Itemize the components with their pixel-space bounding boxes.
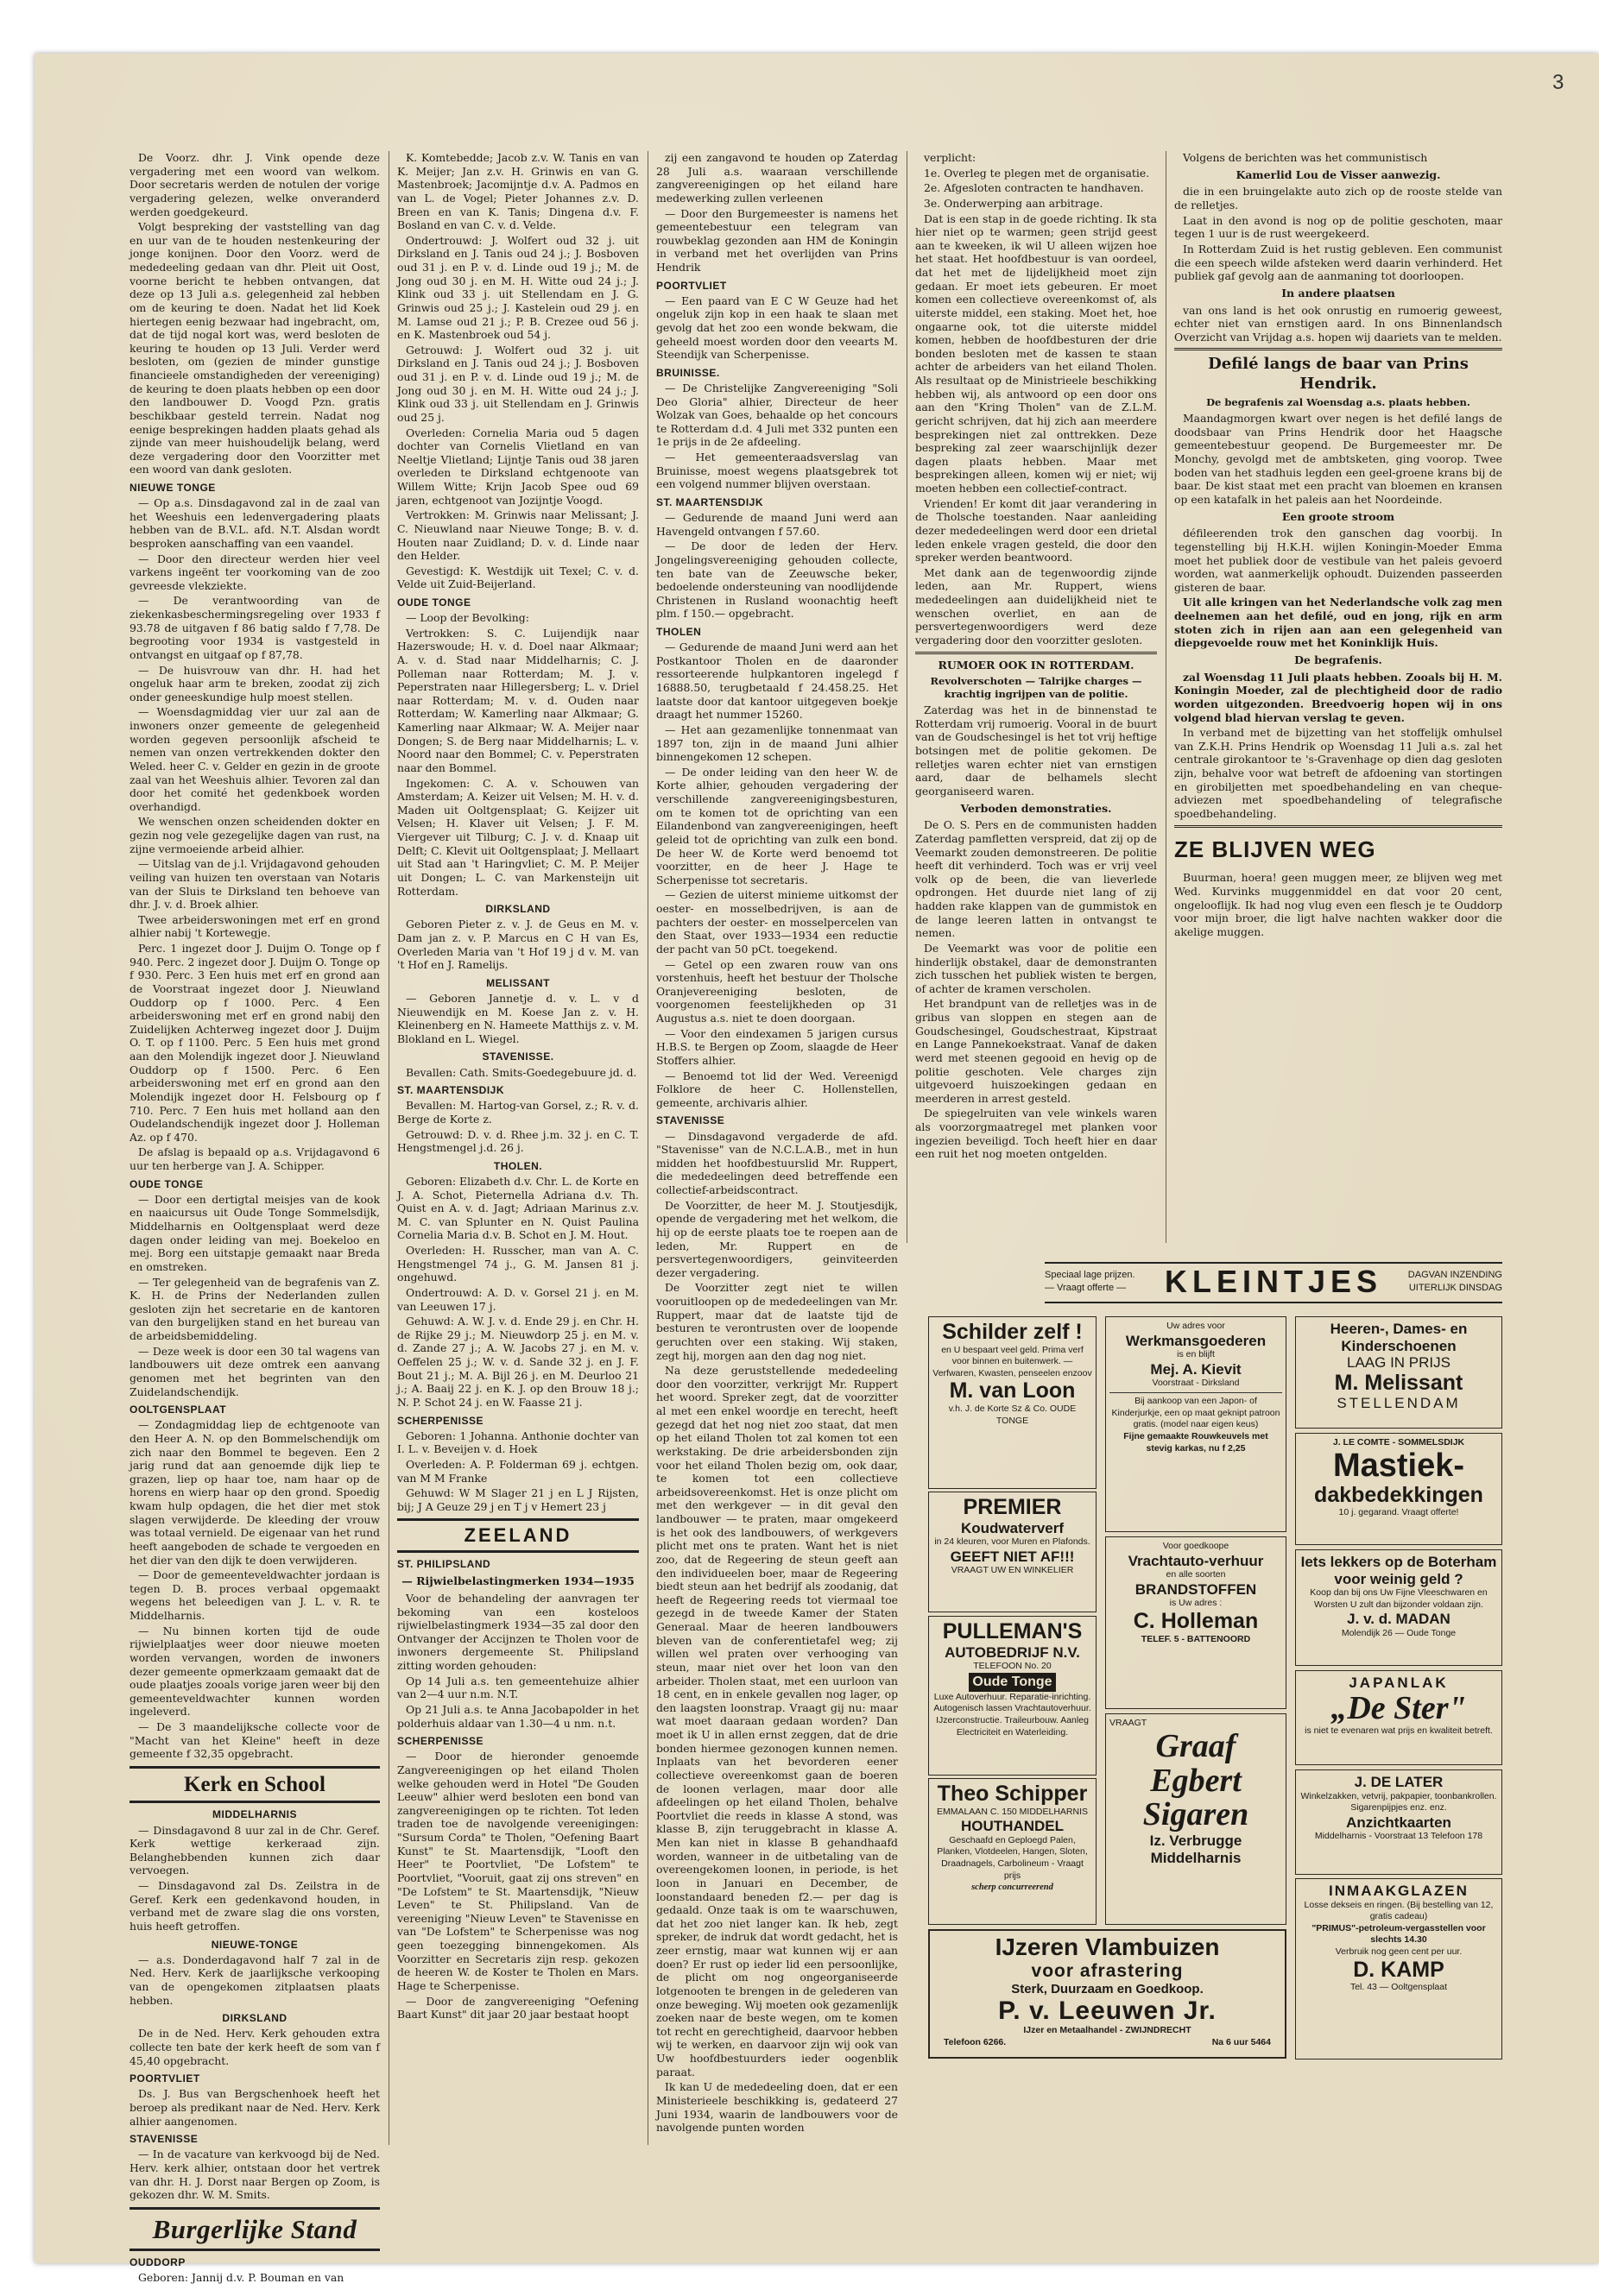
article-paragraph: — Dinsdagavond 8 uur zal in de Chr. Geref. Kerk wettige kerkeraad zijn. Belanghebbenden kunnen zich daar vervoegen. (130, 1823, 380, 1877)
article-paragraph: De Voorzitter, de heer M. J. Stoutjesdijk, opende de vergadering met het welkom, die hij op de eerste plaats toe te roepen aan de leden, Mr. Ruppert en de persvertegenwoordigers, geinviteerden dezer vergadering. (656, 1198, 898, 1279)
ad-title: Iets lekkers op de Boterham voor weinig geld ? (1300, 1554, 1497, 1587)
article-paragraph: De O. S. Pers en de communisten hadden Zaterdag pamfletten verspreid, dat zij op de Veemarkt zouden demonstreeren. De politie heeft dit verhinderd. Toch was er vrij veel volk op de been, die van lieverlede opdrongen. Het duurde niet lang of zij hadden rake klappen van de gummistok en de lange leeren latten in ontvangst te nemen. (915, 818, 1157, 940)
ad-title: Heeren-, Dames- en (1330, 1321, 1468, 1337)
ad-text: is Uw adres : (1169, 1598, 1223, 1609)
article-paragraph: — Nu binnen korten tijd de oude rijwielplaatjes weer door nieuwe moeten worden vervangen, worden de inwoners dezer gemeente opmerkzaam gemaakt dat de oude plaatjes zooals vorige jaren weer bij den gemeenteveldwachter kunnen worden ingeleverd. (130, 1624, 380, 1719)
classifieds-header (1045, 1262, 1502, 1303)
ad-location-label: Oude Tonge (969, 1673, 1055, 1692)
column-2 (389, 151, 639, 2145)
article-paragraph: Perc. 1 ingezet door J. Duijm O. Tonge op f 940. Perc. 2 ingezet door J. Duijm O. Tonge op f 930. Perc. 3 Een huis met erf en grond aan de Voorstraat ingezet door J. Nieuwland Ouddorp op f 1000. Perc. 4 Een arbeiderswoning met erf en grond nabij den Zuidelijken Achterweg ingezet door J. Duijm O. T. op f 1100. Perc. 5 Een huis met grond aan den Molendijk ingezet door J. Nieuwland Ouddorp op f 1500. Perc. 6 Een arbeiderswoning met erf en grond aan den Molendijk ingezet door H. Felsbourg op f 710. Perc. 7 Een huis met holland aan den Oudelandschendijk ingezet door J. Holleman Az. op f 470. (130, 942, 380, 1144)
ad-text: Voor goedkoope (1162, 1541, 1229, 1551)
article-paragraph: — Loop der Bevolking: (406, 611, 529, 625)
article-paragraph: Getrouwd: J. Wolfert oud 32 j. uit Dirksland en J. Tanis oud 24 j.; J. Bosboven oud 31 j. en P. v. d. Linde oud 19 j.; M. de Jong oud 30 j. en M. H. Witte oud 24 j.; J. Klink oud 33 j. uit Stellendam en J. Grinwis oud 25 j. (397, 343, 639, 424)
article-paragraph: — Door de zangvereeniging "Oefening Baart Kunst" dit jaar 20 jaar bestaat hoopt (397, 1994, 639, 2022)
ad-melissant-schoenen (1295, 1316, 1502, 1429)
ad-title: PULLEMAN'S (942, 1619, 1083, 1643)
article-paragraph: Met dank aan de tegenwoordig zijnde leden, aan Mr. Ruppert, wiens mededeelingen aan duidelijkheid niet te wenschen overliet, en aan de persvertegenwoordigers werd deze vergadering door den voorzitter gesloten. (915, 565, 1157, 647)
article-paragraph: — Geboren Jannetje d. v. L. v d Nieuwendijk en M. Koese Jan z. v. H. Kleinenberg en N. Hameete Matthijs z. v. M. Blokland en L. Wiegel. (397, 991, 639, 1045)
ad-brand: „De Ster" (1330, 1689, 1467, 1726)
ad-title: Theo Schipper (937, 1782, 1088, 1806)
ad-text: Fijne gemaakte Rouwkeuvels met stevig karkas, nu f 2,25 (1123, 1430, 1268, 1454)
section-heading: STAVENISSE. (482, 1050, 554, 1063)
ad-phone-evening: Na 6 uur 5464 (1211, 2036, 1271, 2047)
article-paragraph: van ons land is het ook onrustig en rumoerig geweest, echter niet van ernstigen aard. In ons Binnenlandsch Overzicht van Vrijdag a.s. hopen wij daariets van te melden. (1174, 303, 1502, 344)
ad-premier-verf (928, 1492, 1097, 1612)
ad-text: Luxe Autoverhuur. Reparatie-inrichting. Autogenisch lassen Vrachtautoverhuur. IJzerconstructie. Traileurbouw. Aanleg Electriciteit en Waterleiding. (933, 1691, 1091, 1738)
article-paragraph: Voor de behandeling der aanvragen ter bekoming van een kosteloos rijwielbelastingmerk 1934—35 zal door den Ontvanger der Accijnzen te Tholen voor de inwoners dergemeente St. Philipsland zitting worden gehouden: (397, 1591, 639, 1673)
ad-address: IJzer en Metaalhandel - ZWIJNDRECHT (1023, 2025, 1191, 2036)
article-subheadline: De begrafenis zal Woensdag a.s. plaats hebben. (1206, 395, 1470, 408)
section-heading: OOLTGENSPLAAT (130, 1403, 227, 1416)
article-subheading: In andere plaatsen (1281, 286, 1395, 300)
ad-kievit-werkmansgoederen (1105, 1316, 1286, 1532)
article-paragraph: — Door de gemeenteveldwachter jordaan is tegen D. B. proces verbaal opgemaakt wegens het beleedigen van J. L. v. R. te Middelharnis. (130, 1568, 380, 1623)
article-paragraph: De Veemarkt was voor de politie een hinderlijk obstakel, daar de demonstranten zich tusschen het publiek wisten te bergen, of achter de kramen verscholen. (915, 941, 1157, 995)
ad-text: Koop dan bij ons Uw Fijne Vleeschwaren en Worsten U zult dan bijzonder voldaan zijn. (1310, 1587, 1488, 1610)
article-paragraph: De Voorzitter zegt niet te willen vooruitloopen op de mededeelingen van Mr. Ruppert, maar dat de laatste tijd de besturen te verontrusten over de loopende geruchten over een staking. Wij staken, zegt hij, morgen aan den dag nog niet. (656, 1281, 898, 1362)
section-divider (1174, 348, 1502, 350)
article-paragraph: Gehuwd: W M Slager 21 j en L J Rijsten, bij; J A Geuze 29 j en T j v Hemert 23 j (397, 1486, 639, 1513)
article-paragraph: — Door de hieronder genoemde Zangvereenigingen op het eiland Tholen welke gehouden werd in Hotel "De Gouden Leeuw" alhier werd besloten een bond van zangvereenigingen op te richten. Tot leden traden toe de navolgende vereenigingen: "Sursum Corda" te Tholen, "Oefening Baart Kunst" te St. Maartensdijk, "Looft den Heer" te Poortvliet, "De Lofstem" te Poortvliet, "Vooruit, gaat zij ons streven" en "De Lofstem" te St. Maartensdijk, "Nieuw Leven" te St. Philipsland. Van de vereeniging "Nieuw Leven" te Stavenisse en van "De Lofstem" te Scherpenisse was nog geen toezegging binnengekomen. Als Voorzitter en Secretaris zijn resp. gekozen de heeren W. de Koster te Tholen en Mars. Hage te Scherpenisse. (397, 1750, 639, 1992)
classifieds-note-line: Speciaal lage prijzen. (1045, 1270, 1135, 1280)
section-heading: DIRKSLAND (485, 903, 551, 916)
article-paragraph: — Gedurende de maand Juni werd aan Havengeld ontvangen f 57.60. (656, 511, 898, 538)
section-banner-zeeland: ZEELAND (397, 1518, 639, 1553)
article-paragraph: Geboren: Elizabeth d.v. Chr. L. de Korte en J. A. Schot, Pieternella Adriana d.v. Th. Quist en A. v. d. Jagt; Adriaan Marinus z.v. M. C. van Splunter en N. Quist Paulina Cornelia Maria d.v. B. Schot en J. M. Hout. (397, 1174, 639, 1242)
article-paragraph: — Een paard van E C W Geuze had het ongeluk zijn kop in een haak te slaan met gevolg dat het zoo een wonde bekwam, die geheeld moest worden door den veearts M. Steendijk van Scherpenisse. (656, 293, 898, 362)
section-heading: POORTVLIET (656, 279, 727, 292)
article-subheadline: Revolverschoten — Talrijke charges — krachtig ingrijpen van de politie. (930, 675, 1142, 700)
article-paragraph: verplicht: (924, 151, 976, 164)
ad-schilder-zelf (928, 1316, 1097, 1489)
article-paragraph: Uit alle kringen van het Nederlandsche volk zag men deelnemen aan het defilé, oud en jong, rijk en arm stoten zich in rijen aan aan een gelegenheid van diepgevoelde rouw met het Koninklijk Huis. (1174, 596, 1502, 650)
article-paragraph: Zaterdag was het in de binnenstad te Rotterdam vrij rumoerig. Vooral in de buurt van de Goudschesingel is het tot vrij heftige botsingen met de politie gekomen. De relletjes waren echter niet van ernstigen aard, daar de belhamels slecht georganiseerd waren. (915, 703, 1157, 798)
article-paragraph: In Rotterdam Zuid is het rustig gebleven. Een communist die een speech wilde afsteken werd daarin verhinderd. Het publiek gaf gevolg aan de aanmaning tot doorloopen. (1174, 242, 1502, 283)
article-paragraph: — Uitslag van de j.l. Vrijdagavond gehouden veiling van huizen ten overstaan van Notaris van der Sluis te Dirksland ten behoeve van dhr. J. v. d. Broek alhier. (130, 857, 380, 911)
article-paragraph: Gevestigd: K. Westdijk uit Texel; C. v. d. Velde uit Zuid-Beijerland. (397, 564, 639, 591)
article-paragraph: — Dinsdagavond zal Ds. Zeilstra in de Geref. Kerk een gedenkavond houden, in verband met de zware slag die ons vorsten, huis heeft getroffen. (130, 1879, 380, 1933)
article-paragraph: — De 3 maandelijksche collecte voor de "Macht van het Kleine" heeft in deze gemeente f 32,35 opgebracht. (130, 1720, 380, 1761)
ad-text: is niet te evenaren wat prijs en kwaliteit betreft. (1305, 1725, 1493, 1737)
ad-advertiser: J. DE LATER (1354, 1774, 1444, 1790)
section-heading: SCHERPENISSE (397, 1414, 484, 1427)
ad-advertiser: Mej. A. Kievit (1150, 1360, 1242, 1378)
column-5 (1166, 151, 1502, 1243)
ad-title: Mastiek- (1332, 1447, 1465, 1484)
article-paragraph: Overleden: A. P. Folderman 69 j. echtgen. van M M Franke (397, 1457, 639, 1485)
article-paragraph: — Het gemeenteraadsverslag van Bruinisse, moest wegens plaatsgebrek tot een volgend nummer blijven overstaan. (656, 451, 898, 491)
article-paragraph: 2e. Afgesloten contracten te handhaven. (924, 181, 1144, 195)
article-subheading: Een groote stroom (1281, 509, 1395, 523)
article-paragraph: — Gedurende de maand Juni werd aan het Postkantoor Tholen en de daaronder ressorteerende hulpkantoren ingelegd f 16888.50, terugbetaald f 24.458.25. Het laatste door dat kantoor uitgegeven boekje draagt het nummer 15260. (656, 640, 898, 722)
article-subheading: De begrafenis. (1294, 653, 1382, 666)
ad-subtitle: BRANDSTOFFEN (1134, 1580, 1257, 1598)
ad-text: VRAAGT UW EN WINKELIER (951, 1565, 1074, 1576)
section-heading: MIDDELHARNIS (212, 1808, 297, 1821)
article-paragraph: Geboren: 1 Johanna. Anthonie dochter van I. L. v. Beveijen v. d. Hoek (397, 1429, 639, 1456)
classifieds-deadline (1408, 1269, 1502, 1295)
article-subheading: Verboden demonstraties. (960, 801, 1112, 815)
ad-advertiser: D. KAMP (1353, 1957, 1444, 1982)
article-paragraph: — De verantwoording van de ziekenkasbeschermingsregeling over 1933 f 93.78 de uitgaven f 86 batig saldo f 7,78. De begrooting voor 1934 is vastgesteld in ontvangst en uitgaaf op f 87,78. (130, 594, 380, 661)
article-paragraph: — Gezien de uiterst minieme uitkomst der oester- en mosselbedrijven, is aan de pachters der oester- en mosselpercelen van den Staat, over 1933—1934 een reductie der pacht van 50 pCt. toegekend. (656, 888, 898, 956)
article-paragraph: Het brandpunt van de relletjes was in de gribus van sloppen en stegen aan de Goudschesingel, Goudschestraat, Kipstraat en Lange Pannekoekstraat. Vanaf de daken werd met steenen gegooid en hevig op de politie geschoten. Vele charges zijn uitgevoerd huiszoekingen gedaan en meerderen in arrest gesteld. (915, 997, 1157, 1105)
ad-address: TELEF. 5 - BATTENOORD (1141, 1633, 1251, 1644)
ad-mastiek-dakbedekking (1295, 1433, 1502, 1545)
ad-phone: Telefoon 6266. (944, 2036, 1007, 2047)
article-paragraph: — Dinsdagavond vergaderde de afd. "Stavenisse" van de N.C.L.A.B., met in hun midden het hoofdbestuurslid Mr. Ruppert, die mededeelingen deed betreffende een collectief-arbeidscontract. (656, 1129, 898, 1197)
section-divider (915, 652, 1157, 654)
article-paragraph: De spiegelruiten van vele winkels waren als voorzorgmaatregel met planken voor ingezien beveiligd. Toch heeft hier en daar een ruit het nog moeten ontgelden. (915, 1107, 1157, 1161)
ad-address: Middelharnis (1150, 1849, 1242, 1866)
ad-title: Sigaren (1142, 1796, 1249, 1833)
ad-title: Vrachtauto-verhuur (1128, 1552, 1264, 1569)
article-paragraph: — Door den Burgemeester is namens het gemeentebestuur een telegram van rouwbeklag gezonden aan HM de Koningin in verband met het overlijden van Prins Hendrik (656, 206, 898, 274)
article-paragraph: — De onder leiding van den heer W. de Korte alhier, gehouden vergadering der verschillende zangvereenigingsbesturen, om te komen tot de oprichting van een Eilandenbond van zangvereenigingen, heeft geleid tot de oprichting van zulk een bond. De heer W. de Korte werd benoemd tot voorzitter, en de heer J. Hage te Scherpenisse tot secretaris. (656, 765, 898, 886)
ad-madan-vleeschwaren (1295, 1549, 1502, 1666)
article-paragraph: Volgt bespreking der vaststelling van dag en uur van de te houden nestenkeuring der jonge konijnen. Door den Voorz. werd de mededeeling gedaan van dhr. Pleit uit Oost, voorne bericht te hebben ontvangen, dat deze op 13 Juli a.s. gelegenheid zal hebben om de keuring te doen. Nadat het lid Koek hiertegen eenig bezwaar had ingebracht, om, dat de tijd nogal kort was, werd besloten de keuring te houden op 13 Juli. Verder werd besloten, om (gezien de minder gunstige financieele omstandigheden der vereeniging) de keuring te doen plaats hebben op een door den landbouwer D. Voogd Pzn. gratis beschikbaar gesteld terrein. Nadat nog eenige besprekingen hadden plaats gehad als zijnde van meer huishoudelijk belang, werd deze vergadering door den Voorzitter met een woord van dank gesloten. (130, 220, 380, 476)
ad-advertiser: M. Melissant (1334, 1370, 1463, 1395)
article-paragraph: Ondertrouwd: A. D. v. Gorsel 21 j. en M. van Leeuwen 17 j. (397, 1285, 639, 1313)
ad-subtitle: AUTOBEDRIJF N.V. (945, 1643, 1080, 1661)
article-paragraph: — Op a.s. Dinsdagavond zal in de zaal van het Weeshuis een ledenvergadering plaats hebben van de B.V.L. afd. N.T. Alsdan wordt besproken aanschaffing van een vaandel. (130, 496, 380, 550)
article-paragraph: défileerenden trok den ganschen dag voorbij. In tegenstelling bij H.K.H. wijlen Koningin-Moeder Emma moet het publiek door de vestibule van het paleis gevoerd worden, wat aanmerkelijk ophoudt. Duizenden passeerden gisteren de baar. (1174, 527, 1502, 594)
article-paragraph: Laat in den avond is nog op de politie geschoten, maar tegen 1 uur is de rust weergekeerd. (1174, 213, 1502, 241)
ad-title: dakbedekkingen (1314, 1482, 1483, 1507)
article-paragraph: De in de Ned. Herv. Kerk gehouden extra collecte ten bate der kerk heeft de som van f 45,40 opgebracht. (130, 2027, 380, 2067)
ad-title: INMAAKGLAZEN (1329, 1883, 1469, 1899)
article-paragraph: — Ter gelegenheid van de begrafenis van Z. K. H. de Prins der Nederlanden zullen gesloten zijn het secretarie en de kantoren van den burgelijken stand en het bureau van de arbeidsbemiddeling. (130, 1275, 380, 1343)
section-heading: STAVENISSE (130, 2133, 199, 2146)
article-paragraph: — Door den directeur werden hier veel varkens ingeënt ter voorkoming van de zoo gevreesde vlekziekte. (130, 552, 380, 592)
ad-address: Molendijk 26 — Oude Tonge (1341, 1627, 1457, 1638)
article-paragraph: Ondertrouwd: J. Wolfert oud 32 j. uit Dirksland en J. Tanis oud 24 j.; J. Bosboven oud 31 j. en P. v. d. Linde oud 19 j.; M. de Jong oud 30 j. en M. H. Witte oud 24 j.; J. Klink oud 33 j. uit Stellendam en J. G. Grinwis oud 25 j.; J. Kastelein oud 29 j. en M. Lamse oud 21 j.; P. B. Crezee oud 56 j. en K. Mastenbroek oud 54 j. (397, 233, 639, 342)
article-paragraph: — De door de leden der Herv. Jongelingsvereeniging gehouden collecte, ten bate van de Zeeuwsche beker, bedoelende ondersteuning van noodlijdende Christenen in Rusland woonachtig heeft plm. f 150.— opgebracht. (656, 539, 898, 621)
article-paragraph: zal Woensdag 11 Juli plaats hebben. Zooals bij H. M. Koningin Moeder, zal de plechtigheid door de radio worden uitgezonden. Breedvoerig hopen wij in ons volgend blad hiervan verslag te geven. (1174, 670, 1502, 724)
section-heading: ST. PHILIPSLAND (397, 1558, 491, 1571)
article-paragraph: Overleden: Cornelia Maria oud 5 dagen dochter van Cornelis Vlietland en van Neeltje Vlietland; Lijntje Tanis oud 38 jaren overleden te Dirksland echtgenoote van Willem Witte; Krijn Jacob Spee oud 69 jaren, echtgenoot van Jozijntje Voogd. (397, 426, 639, 507)
ad-title: Werkmansgoederen (1125, 1332, 1267, 1349)
article-paragraph: — Het aan gezamenlijke tonnenmaat van 1897 ton, zijn in de maand Juni alhier binnengekomen 12 schepen. (656, 722, 898, 764)
section-heading: DIRKSLAND (222, 2012, 288, 2025)
ad-title: Graaf (1155, 1727, 1236, 1764)
ad-slogan: Sterk, Duurzaam en Goedkoop. (1011, 1981, 1204, 1996)
ad-slogan: GEEFT NIET AF!!! (950, 1548, 1075, 1565)
article-paragraph: — In de vacature van kerkvoogd bij de Ned. Herv. kerk alhier, ontstaan door het vertrek van dhr. H. J. Dorst naar Bergen op Zoom, is gekozen dhr. W. M. Smits. (130, 2148, 380, 2202)
article-paragraph: We wenschen onzen scheidenden dokter en gezin nog vele gezegelijke dagen van rust, na zijne vermoeiende arbeid alhier. (130, 815, 380, 855)
ad-subtitle: HOUTHANDEL (961, 1818, 1064, 1835)
classifieds-title: KLEINTJES (1164, 1264, 1383, 1299)
article-paragraph: Op 14 Juli a.s. ten gemeentehuize alhier van 2—4 uur n.m. N.T. (397, 1674, 639, 1701)
article-paragraph: Gehuwd: A. W. J. v. d. Ende 29 j. en Chr. H. de Rijke 29 j.; M. Nieuwdorp 25 j. en M. v. d. Zande 27 j.; A. W. Jacobs 27 j. en M. v. Oeffelen 25 j.; W. v. d. Sande 32 j. en J. F. Bout 21 j.; M. A. Bijl 26 j. en M. Deurloo 21 j.; A. Baaij 22 j. en K. J. op den Brouw 18 j.; N. P. Schot 24 j. en W. Faasse 21 j. (397, 1315, 639, 1409)
classifieds-note-line: — Vraagt offerte — (1045, 1282, 1127, 1293)
section-heading: THOLEN. (493, 1159, 543, 1172)
ad-pullemans-autobedrijf (928, 1616, 1097, 1776)
ad-address: Voorstraat - Dirksland (1152, 1378, 1240, 1389)
article-paragraph: die in een bruingelakte auto zich op de rooste stelde van de relletjes. (1174, 185, 1502, 211)
ad-subtitle: voor afrastering (1031, 1960, 1184, 1981)
article-paragraph: — Getel op een zwaren rouw van ons vorstenhuis, heeft het bestuur der Tholsche Oranjevereeniging besloten, de voorgenomen feestelijkheden op 31 Augustus a.s. niet te doen doorgaan. (656, 957, 898, 1025)
article-paragraph: In verband met de bijzetting van het stoffelijk omhulsel van Z.K.H. Prins Hendrik op Woensdag 11 Juli a.s. zal het centrale girokantoor te 's-Gravenhage op dien dag gesloten zijn, behalve voor wat betreft de afdoening van stortingen en girobiljetten met spoedbehandeling en van cheque-adviezen met spoedbehandeling of telegrafische spoedbehandeling. (1174, 726, 1502, 820)
section-heading: BRUINISSE. (656, 366, 720, 379)
article-paragraph: — Door een dertigtal meisjes van de kook en naaicursus uit Oude Tonge Sommelsdijk, Middelharnis en Ooltgensplaat werd deze dagen onder leiding van mej. Boekeloo en mej. Borg een uitstapje gemaakt naar Breda en omstreken. (130, 1192, 380, 1273)
ad-text: is en blijft (1177, 1349, 1215, 1360)
article-paragraph: — Benoemd tot lid der Wed. Vereenigd Folklore de heer C. Hollenstellen, gemeente, archivaris alhier. (656, 1069, 898, 1109)
ad-title: Anzichtkaarten (1346, 1813, 1451, 1831)
ad-phone-row (933, 2037, 1281, 2049)
section-heading: ST. MAARTENSDIJK (397, 1084, 505, 1097)
ad-ijzeren-vlambuizen (928, 1929, 1286, 2059)
article-paragraph: Twee arbeiderswoningen met erf en grond alhier nabij 't Kortewegje. (130, 912, 380, 940)
ad-advertiser: C. Holleman (1133, 1609, 1259, 1634)
article-paragraph: Vertrokken: M. Grinwis naar Melissant; J. C. Nieuwland naar Nieuwe Tonge; B. v. d. Houten naar Zuidland; D. v. d. Linde naar den Helder. (397, 508, 639, 563)
column-3 (648, 151, 898, 2145)
ad-text: VRAAGT (1109, 1718, 1147, 1728)
article-paragraph: Volgens de berichten was het communistisch (1183, 151, 1428, 164)
article-paragraph: Overleden: H. Russcher, man van A. C. Hengstmengel 74 j., G. M. Jansen 81 j. ongehuwd. (397, 1244, 639, 1284)
article-paragraph: Getrouwd: D. v. d. Rhee j.m. 32 j. en C. T. Hengstmengel j.d. 26 j. (397, 1127, 639, 1155)
ad-title: PREMIER (963, 1495, 1062, 1519)
ad-advertiser: M. van Loon (949, 1378, 1076, 1403)
article-headline: RUMOER OOK IN ROTTERDAM. (938, 658, 1134, 672)
ad-address: Tel. 43 — Ooltgensplaat (1349, 1982, 1448, 1993)
section-heading: OUDE TONGE (397, 596, 471, 609)
section-heading: NIEUWE-TONGE (211, 1938, 299, 1951)
section-heading: SCHERPENISSE (397, 1735, 484, 1748)
ad-slogan: scherp concurreerend (971, 1883, 1053, 1893)
ad-advertiser: J. v. d. MADAN (1347, 1611, 1450, 1628)
ad-theo-schipper (928, 1778, 1097, 1925)
ad-text: Geschaafd en Geploegd Palen, Planken, Vlotdeelen, Hangen, Sloten, Draadnagels, Carbolineum - Vraagt prijs (937, 1834, 1088, 1881)
ad-text: Uw adres voor (1166, 1321, 1225, 1331)
ad-text: in 24 kleuren, voor Muren en Plafonds. (934, 1536, 1090, 1548)
ad-graaf-egbert-sigaren (1105, 1713, 1286, 1925)
section-divider (1174, 825, 1502, 828)
article-paragraph: 1e. Overleg te plegen met de organisatie. (924, 166, 1150, 180)
ad-slogan: LAAG IN PRIJS (1347, 1354, 1450, 1372)
article-paragraph: Bevallen: Cath. Smits-Goedegebuure jd. d. (406, 1065, 637, 1079)
column-4 (907, 151, 1157, 1243)
section-heading: MELISSANT (486, 976, 550, 989)
ad-text: Losse dekseis en ringen. (Bij bestelling van 12, gratis cadeau) (1304, 1899, 1494, 1922)
ad-text: Winkelzakken, vetvrij, pakpapier, toonbankrollen. Sigarenpijpjes enz. enz. (1300, 1790, 1497, 1813)
article-paragraph: Geboren: Jannij d.v. P. Bouman en van (138, 2270, 344, 2284)
ad-de-later-anzichtkaarten (1295, 1769, 1502, 1875)
section-banner-kerk-en-school: Kerk en School (130, 1766, 380, 1804)
section-heading: OUDE TONGE (130, 1177, 204, 1190)
section-heading: OUDDORP (130, 2255, 186, 2268)
ad-title: JAPANLAK (1349, 1675, 1449, 1691)
article-paragraph: — Voor den eindexamen 5 jarigen cursus H.B.S. te Bergen op Zoom, slaagde de Heer Stoffers alhier. (656, 1026, 898, 1067)
ad-kamp-inmaakglazen (1295, 1878, 1502, 2059)
ad-location (932, 1673, 1092, 1692)
column-1 (130, 151, 380, 2284)
article-paragraph: Dat is een stap in de goede richting. Ik sta hier niet op te warmen; geen strijd geest aan te kweeken, ik wil U alleen wijzen hoe het staat. Het hoofdbestuur is van oordeel, dat het met de lijdelijkheid moet zijn gedaan. Er moet iets gebeuren. Er moet komen een collectieve overeenkomst of, als uiterste middel, een staking. Moet het, hoe ongaarne ook, tot die uiterste middel komen, hebben de hoofdbesturen der drie bonden besloten met de kassen te staan achter de arbeiders van het eiland Tholen. Als resultaat op de Ministrieele beschikking hebben wij, als antwoord op een door ons aan den "Kring Tholen" van de Z.L.M. gericht schrijven, dat hij zich aan meerdere besprekingen niet zal onttrekken. Deze bespreking zal zeer waarschijnlijk dezer dagen plaats hebben. Maar met besprekingen alleen, komen wij er niet; wij moeten hebben een collectief-contract. (915, 211, 1157, 495)
article-paragraph: Geboren Pieter z. v. J. de Geus en M. v. Dam jan z. v. P. Marcus en C H van Es, Overleden Maria van 't Hof 19 j d v. M. van 't Hof en J. Ramelijs. (397, 918, 639, 972)
ad-address: STELLENDAM (1337, 1395, 1461, 1412)
section-heading: POORTVLIET (130, 2072, 200, 2085)
article-paragraph: — Zondagmiddag liep de echtgenoote van den Heer A. N. op den Bommelschendijk om zich naar den Bommel te begeven. Een 2 jarig rund dat aan genoemde dijk liep te grazen, liep op haar toe, nam haar op de horens en wierp haar op den grond. Spoedig kwam hulp opdagen, die het dier met stok slagen verwijderde. De kleeding der vrouw was totaal vernield. De eigenaar van het rund heeft aangeboden de schade te vergoeden en het dier van den dijk te doen verwijderen. (130, 1418, 380, 1567)
article-paragraph: Bevallen: M. Hartog-van Gorsel, z.; R. v. d. Berge de Korte z. (397, 1099, 639, 1126)
article-paragraph: 3e. Onderwerping aan arbitrage. (924, 196, 1103, 210)
article-paragraph: — De huisvrouw van dhr. H. had het ongeluk haar arm te breken, zoodat zij zich onder geneeskundige hulp moest stellen. (130, 663, 380, 703)
article-subheading: Kamerlid Lou de Visser aanwezig. (1236, 167, 1441, 181)
ad-text: "PRIMUS"-petroleum-vergasstellen voor slechts 14.30 (1311, 1922, 1486, 1946)
section-heading: NIEUWE TONGE (130, 482, 216, 494)
ad-headline: ZE BLIJVEN WEG (1174, 836, 1376, 862)
article-paragraph: Ds. J. Bus van Bergschenhoek heeft het beroep als predikant naar de Ned. Herv. Kerk alhier aangenomen. (130, 2087, 380, 2128)
section-banner-burgerlijke-stand: Burgerlijke Stand (130, 2207, 380, 2251)
ad-phone: TELEFOON No. 20 (973, 1661, 1052, 1672)
article-paragraph: Maandagmorgen kwart over negen is het defilé langs de doodsbaar van Prins Hendrik door het Haagsche gemeentebestuur geopend. De Burgemeester mr. De Monchy, gevolgd met de ambtsketen, ging voorop. Twee boden van het stadhuis legden een geel-groene krans bij de baar. De kist staat met een pracht van bloemen en kransen op een katafalk in het paleis aan het Noordeinde. (1174, 412, 1502, 506)
article-paragraph: zij een zangavond te houden op Zaterdag 28 Juli a.s. waaraan verschillende zangvereenigingen op het eiland hare medewerking zullen verleenen (656, 151, 898, 205)
ad-subtitle: Koudwaterverf (960, 1519, 1065, 1536)
ad-text: Bij aankoop van een Japon- of Kinderjurkje, een op maat geknipt patroon gratis. (model naar eigen keus) (1111, 1396, 1280, 1430)
ad-text: Verbruik nog geen cent per uur. (1335, 1946, 1463, 1958)
article-paragraph: — De Christelijke Zangvereeniging "Soli Deo Gloria" alhier, Directeur de heer Wolzak van Goes, behaalde op het concours te Rotterdam d.d. 4 Juli met 332 punten een 1e prijs in de 2e afdeeling. (656, 381, 898, 449)
ad-advertiser: J. LE COMTE - SOMMELSDIJK (1332, 1437, 1465, 1448)
ad-text: 10 j. gegarand. Vraagt offerte! (1338, 1507, 1459, 1518)
article-paragraph: Vrienden! Er komt dit jaar verandering in de Tholsche toestanden. Naar aanleiding dezer mededeelingen werd door een drietal leden enkele vragen gesteld, die door den spreker werden beantwoord. (915, 496, 1157, 565)
article-paragraph: — Woensdagmiddag vier uur zal aan de inwoners onzer gemeente de gelegenheid worden gegeven persoonlijk afscheid te nemen van onzen vertrekkenden dokter den Weled. heer C. v. Gelder en gezin in de groote zaal van het Weeshuis alhier. Tevoren zal dan door het comité het gedenkboek worden overhandigd. (130, 705, 380, 813)
ad-advertiser: P. v. Leeuwen Jr. (998, 1996, 1217, 2026)
article-paragraph: Ik kan U de mededeeling doen, dat er een Ministerieele beschikking is, gedateerd 27 Juni 1934, waarin de landbouwers voor de navolgende punten worden (656, 2080, 898, 2135)
ad-advertiser: Iz. Verbrugge (1149, 1832, 1242, 1850)
article-paragraph: — Deze week is door een 30 tal wagens van landbouwers uit deze omtrek een aanvang genomen met het begrinten van den Zuidelandschendijk. (130, 1344, 380, 1398)
article-paragraph: Ingekomen: C. A. v. Schouwen van Amsterdam; A. Keizer uit Velsen; M. H. v. d. Maden uit Ooltgensplaat; G. Keijzer uit Velsen; H. Klaver uit Velsen; J. F. M. Viergever uit Tilburg; C. J. v. d. Knaap uit Delft; C. Klevit uit Ooltgensplaat; J. Mellaart uit Stad aan 't Haringvliet; C. M. P. Meijer uit Dongen; L. C. van Markensteijn uit Rotterdam. (397, 776, 639, 898)
article-paragraph: — a.s. Donderdagavond half 7 zal in de Ned. Herv. Kerk de jaarlijksche verkooping van de opengekomen zitplaatsen plaats hebben. (130, 1952, 380, 2007)
ad-divider (1109, 1392, 1282, 1393)
article-paragraph: Buurman, hoera! geen muggen meer, ze blijven weg met Wed. Kurvinks muggenmiddel en dat voor 20 cent, ongelooflijk. Ik had nog vlug even een flesch je te Ouddorp voor mijn broer, die ligt halve nachten wakker door die akelige muggen. (1174, 871, 1502, 938)
ad-title: Schilder zelf ! (942, 1320, 1083, 1344)
article-paragraph: K. Komtebedde; Jacob z.v. W. Tanis en van K. Meijer; Jan z.v. H. Grinwis en van G. Mastenbroek; Jacomijntje d.v. A. Padmos en van L. de Vogel; Pieter Johannes z.v. D. Breen en van K. Tanis; Dingena d.v. F. Bosland en van C. v. d. Velde. (397, 151, 639, 232)
ad-address: Middelharnis - Voorstraat 13 Telefoon 178 (1314, 1831, 1483, 1842)
article-headline: Defilé langs de baar van Prins Hendrik. (1208, 355, 1469, 394)
ad-title: IJzeren Vlambuizen (995, 1933, 1220, 1960)
article-subheading: — Rijwielbelastingmerken 1934—1935 (401, 1574, 635, 1588)
ad-title: Kinderschoenen (1341, 1337, 1457, 1354)
classifieds-deadline-line: UITERLIJK DINSDAG (1408, 1282, 1502, 1293)
ad-title: Egbert (1150, 1762, 1242, 1799)
section-heading: THOLEN (656, 626, 702, 639)
article-paragraph: De Voorz. dhr. J. Vink opende deze vergadering met een woord van welkom. Door secretaris werden de notulen der vorige vergadering gelezen, welke onveranderd werden goedgekeurd. (130, 151, 380, 218)
ad-text: en alle soorten (1166, 1569, 1226, 1580)
ad-text: en U bespaart veel geld. Prima verf voor binnen en buitenwerk. — Verfwaren, Kwasten, penseelen enzoov (932, 1344, 1092, 1378)
article-paragraph: De afslag is bepaald op a.s. Vrijdagavond 6 uur ten herberge van J. A. Schipper. (130, 1145, 380, 1173)
ad-holleman-brandstoffen (1105, 1536, 1286, 1709)
ad-japanlak-de-ster (1295, 1670, 1502, 1765)
section-heading: ST. MAARTENSDIJK (656, 495, 764, 508)
ad-address: v.h. J. de Korte Sz & Co. OUDE TONGE (948, 1403, 1077, 1426)
classifieds-deadline-line: DAGVAN INZENDING (1407, 1270, 1502, 1280)
page-number: 3 (1552, 71, 1564, 94)
article-paragraph: Op 21 Juli a.s. te Anna Jacobapolder in het polderhuis aldaar van 1.30—4 u nm. n.t. (397, 1702, 639, 1730)
section-heading: STAVENISSE (656, 1114, 725, 1127)
article-paragraph: Na deze geruststellende mededeeling door den voorzitter, verkrijgt Mr. Ruppert het woord. Spreker zegt, dat de voorzitter al met een enkel woordje en terecht, heeft gezegd dat het nog niet zoo staat, dat men op het eiland Tholen tot zal komen tot een werkstaking. De drie arbeidersbonden zijn voor het eiland Tholen bezig om, ook daar, te komen tot een collectieve arbeidsovereenkomst. Het is onze plicht om met den werkgever — in dit geval den landbouwer — te praten, maar omgekeerd is het ook des landbouwers, of werkgevers plicht met ons te praten. Want het is niet zoo, dat de Regeering de steun geeft aan den individueelen boer, maar de Regeering biedt steun aan het bedrijf als zoodanig, dat heeft de Regeering reeds tot viermaal toe gezegd in de tweede Kamer der Staten Generaal. Maar de heeren landbouwers bleven van de conferentietafel weg; zij willen wel praten over verhooging van steun, maar niet over het loon van den arbeider. Tholen staat, met een uurloon van 18 cent, en in enkele gevallen nog lager, op den laagsten loonstrap. Vraagt gij nu: maar wat moet daaraan gedaan worden? Dan moet ik U in allen ernst zeggen, dat de drie bonden hiermee gezonogen kunnen nemen. Inplaats van het bevorderen eener collectieve overeenkomst gaan de boeren de loonen verlagen, maar door alle afdeelingen op het eiland Tholen, behalve Poortvliet die reeds in klasse A stond, was klasse B, zijn teruggebracht in klasse A. Men kan niet in klasse B gehandhaafd worden, wanneer in de uitbetaling van de overeengekomen loonen, in periode, is het loon in Januari en December, de loonstandaard beneden f2.— per dag is gedaald. Onze taak is om te waarschuwen, dat het zoo niet langer kan. Ik heb, zegt spreker, de indruk dat wordt gedacht, het is zeer ernstig, maar wat kunnen wij er aan doen? Er rust op ieder lid een persoonlijke, de plicht om nog ongeorganiseerde lotgenooten te brengen in de gelederen van onze beweging. Wij moeten ook gezamenlijk zoeken naar de beste wegen, om te komen tot recht en gerechtigheid, daarvoor hebben wij te werken, en daarvoor zijn wij ook van Uw hoofdbestuurders ieder oogenblik paraat. (656, 1364, 898, 2078)
ad-address: EMMALAAN C. 150 MIDDELHARNIS (936, 1806, 1089, 1817)
article-paragraph: Vertrokken: S. C. Luijendijk naar Hazerswoude; H. v. d. Doel naar Alkmaar; A. v. d. Stad naar Middelharnis; C. J. Polleman naar Rotterdam; M. J. v. Peperstraten naar Hillegersberg; L. v. Driel naar Rotterdam; M. v. d. Ouden naar Rotterdam; W. Kamerling naar Alkmaar; G. Kamerling naar Alkmaar; W. A. Meijer naar Dongen; S. de Berg naar Middelharnis; L. v. Noord naar den Bommel; C. v. Peperstraten naar den Bommel. (397, 626, 639, 774)
